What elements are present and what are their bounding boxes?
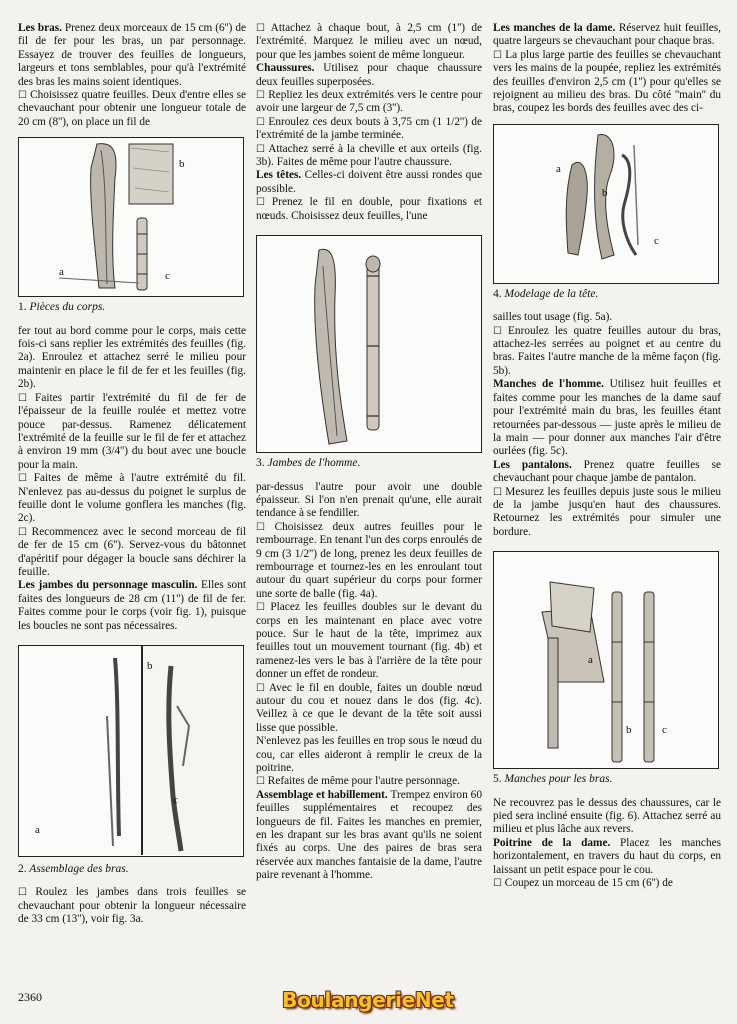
column-2 bbox=[256, 22, 482, 883]
section-heading: Assemblage et habillement. bbox=[256, 788, 388, 801]
paragraph: Les manches de la dame. Réservez huit feuilles, quatre largeurs se chevauchant pour chaque bras. bbox=[493, 22, 721, 48]
page-number: 2360 bbox=[18, 990, 42, 1004]
checkbox-bullet-icon: ☐ bbox=[256, 143, 265, 155]
paragraph: sailles tout usage (fig. 5a). bbox=[493, 311, 613, 324]
paragraph: ☐ La plus large partie des feuilles se chevauchant vers les mains de la poupée, repliez les extrémités des feuilles d'environ 2,5 cm (1'') pour qu'elles se rejoignent au milieu des bras. Du côté ''main'' du bras, coupez les bords des feuilles avec des ci- bbox=[493, 48, 722, 115]
checkbox-bullet-icon: ☐ bbox=[493, 878, 502, 889]
section-heading: Les jambes du personnage masculin. bbox=[18, 579, 198, 592]
figure-1-illustration bbox=[19, 138, 242, 295]
checkbox-bullet-icon: ☐ bbox=[256, 90, 265, 102]
paragraph: ☐ Refaites de même pour l'autre personnage. bbox=[256, 775, 460, 788]
figure-1-caption: 1. Pièces du corps. bbox=[18, 301, 106, 314]
paragraph: ☐ Faites de même à l'autre extrémité du fil. N'enlevez pas au-dessus du poignet le surplus de feuille dont le volume gonflera les manches (fig. 2c). bbox=[18, 472, 246, 525]
section-heading: Manches de l'homme. bbox=[493, 378, 604, 391]
figure-label-c: c bbox=[173, 794, 178, 806]
figure-5-photo bbox=[493, 551, 719, 769]
section-heading: Les têtes. bbox=[256, 169, 302, 182]
checkbox-bullet-icon: ☐ bbox=[493, 49, 502, 61]
column-3 bbox=[493, 22, 721, 890]
paragraph: par-dessus l'autre pour avoir une double épaisseur. Si l'on n'en prenait qu'une, elle aurait tendance à se fendiller. bbox=[256, 480, 482, 520]
paragraph: ☐ Attachez à chaque bout, à 2,5 cm (1'') de l'extrémité. Marquez le milieu avec un nœud, pour que les jambes soient de même longueur. bbox=[256, 22, 482, 61]
paragraph: ☐ Roulez les jambes dans trois feuilles se chevauchant pour obtenir la longueur nécessaire de 33 cm (13''), voir fig. 3a. bbox=[18, 886, 246, 926]
figure-label-a: a bbox=[588, 654, 593, 667]
paragraph: ☐ Prenez le fil en double, pour fixations et nœuds. Choisissez deux feuilles, l'une bbox=[256, 196, 482, 222]
figure-1-photo bbox=[18, 137, 244, 297]
checkbox-bullet-icon: ☐ bbox=[256, 776, 265, 788]
figure-label-c: c bbox=[662, 724, 667, 737]
paragraph: ☐ Choisissez deux autres feuilles pour le rembourrage. En tenant l'un des corps enroulés de 9 cm (3 1/2'') de long, prenez les deux feuilles de rembourrage et tournez-les en les enroulant tout autour du quart supérieur du corps pour former une sorte de balle (fig. 4a). bbox=[256, 520, 482, 600]
paragraph: fer tout au bord comme pour le corps, mais cette fois-ci sans replier les extrémités des feuilles (fig. 2a). Enroulez et attachez serré le milieu pour maintenir en place le fil de fer et les feuilles (fig. 2b). bbox=[18, 324, 246, 391]
section-heading: Les pantalons. bbox=[493, 458, 572, 471]
paragraph: Chaussures. Utilisez pour chaque chaussure deux feuilles superposées. bbox=[256, 62, 482, 88]
section-heading: Les bras. bbox=[18, 22, 62, 34]
figure-2-illustration bbox=[19, 646, 242, 855]
figure-3-photo bbox=[256, 235, 482, 453]
checkbox-bullet-icon: ☐ bbox=[18, 887, 27, 899]
paragraph: N'enlevez pas les feuilles en trop sous le nœud du cou, car elles aideront à remplir le creux de la poitrine. bbox=[256, 735, 482, 775]
paragraph: Les têtes. Celles-ci doivent être aussi rondes que possible. bbox=[256, 169, 482, 195]
checkbox-bullet-icon: ☐ bbox=[18, 392, 27, 404]
checkbox-bullet-icon: ☐ bbox=[256, 521, 265, 533]
paragraph: Poitrine de la dame. Placez les manches horizontalement, en travers du haut du corps, en laissant un petit espace pour le cou. bbox=[493, 836, 721, 876]
paragraph: Ne recouvrez pas le dessus des chaussures, car le pied sera incliné ensuite (fig. 6). Attachez serré au milieu et plus lâche aux revers. bbox=[493, 796, 721, 836]
paragraph: ☐ Recommencez avec le second morceau de fil de fer de 15 cm (6''). Servez-vous du bâtonnet d'apéritif pour dégager la boucle sans déchirer la feuille. bbox=[18, 525, 246, 578]
paragraph: ☐ Choisissez quatre feuilles. Deux d'entre elles se chevauchant pour obtenir une longueur totale de 20 cm (8''), on place un fil de bbox=[18, 89, 247, 128]
section-heading: Chaussures. bbox=[256, 62, 315, 75]
checkbox-bullet-icon: ☐ bbox=[256, 23, 265, 34]
figure-2-photo bbox=[18, 645, 244, 857]
checkbox-bullet-icon: ☐ bbox=[256, 197, 265, 209]
checkbox-bullet-icon: ☐ bbox=[493, 325, 502, 337]
paragraph: ☐ Faites partir l'extrémité du fil de fer de l'épaisseur de la feuille roulée et mettez votre pouce par-dessus. Ramenez délicatement l'extrémité de la feuille sur le fil de fer et attachez à environ 19 mm (3/4'') du bout avec une boucle pour la main. bbox=[18, 391, 247, 471]
checkbox-bullet-icon: ☐ bbox=[256, 116, 265, 128]
figure-label-c: c bbox=[165, 270, 170, 283]
paragraph: ☐ Attachez serré à la cheville et aux orteils (fig. 3b). Faites de même pour l'autre chaussure. bbox=[256, 142, 482, 169]
checkbox-bullet-icon: ☐ bbox=[256, 602, 265, 614]
section-heading: Les manches de la dame. bbox=[493, 22, 616, 34]
paragraph: ☐ Avec le fil en double, faites un double nœud autour du cou et nouez dans le dos (fig. 4c). Veillez à ce que le devant de la tête soit aussi lisse que possible. bbox=[256, 681, 482, 734]
checkbox-bullet-icon: ☐ bbox=[18, 526, 27, 538]
paragraph: ☐ Mesurez les feuilles depuis juste sous le milieu de la jambe jusqu'en haut des chaussures. Retournez les extrémités pour simuler une bordure. bbox=[493, 485, 722, 538]
watermark-logo: BoulangerieNet bbox=[282, 988, 454, 1012]
paragraph: ☐ Coupez un morceau de 15 cm (6'') de bbox=[493, 877, 673, 889]
paragraph: Les bras. Prenez deux morceaux de 15 cm (6'') de fil de fer pour les bras, un par personnage. Essayez de trouver des feuilles de longueurs, largeurs et tons semblables, pour qu'à l'extrémité des bras les mains soient identiques. bbox=[18, 22, 246, 88]
figure-4-illustration bbox=[494, 125, 717, 282]
figure-label-a: a bbox=[35, 824, 40, 836]
paragraph: Les pantalons. Prenez quatre feuilles se chevauchant pour chaque jambe de pantalon. bbox=[493, 458, 721, 485]
figure-5-caption: 5. Manches pour les bras. bbox=[493, 773, 613, 786]
figure-label-c: c bbox=[654, 234, 659, 247]
checkbox-bullet-icon: ☐ bbox=[18, 473, 27, 485]
figure-label-a: a bbox=[59, 266, 64, 279]
section-heading: Poitrine de la dame. bbox=[493, 836, 611, 849]
paragraph: ☐ Repliez les deux extrémités vers le centre pour avoir une largeur de 7,5 cm (3''). bbox=[256, 89, 482, 115]
checkbox-bullet-icon: ☐ bbox=[256, 682, 265, 694]
figure-5-illustration bbox=[494, 552, 717, 767]
paragraph: Assemblage et habillement. Trempez environ 60 feuilles supplémentaires et recoupez des longueurs de fil. Faites les manches en premier, en les drapant sur les bras avant qu'ils ne soient fixés au corps. Une des paires de bras sera réservée aux manches fantaisie de la dame, l'autre paire revenant à l'homme. bbox=[256, 788, 482, 882]
figure-label-b: b bbox=[179, 158, 185, 171]
figure-label-b: b bbox=[626, 724, 632, 737]
checkbox-bullet-icon: ☐ bbox=[493, 486, 502, 498]
figure-label-b: b bbox=[602, 186, 608, 199]
column-1 bbox=[18, 22, 246, 927]
figure-3-illustration bbox=[257, 236, 480, 451]
figure-label-b: b bbox=[147, 660, 153, 672]
figure-3-caption: 3. Jambes de l'homme. bbox=[256, 457, 361, 470]
figure-2-caption: 2. Assemblage des bras. bbox=[18, 863, 129, 875]
paragraph: Manches de l'homme. Utilisez huit feuilles et faites comme pour les manches de la dame sauf pour l'extrémité main du bras, les feuilles étant retournées par-dessous — juste après le milieu de la main — pour donner aux manches l'air d'être ourlées (fig. 5c). bbox=[493, 378, 721, 458]
paragraph: Les jambes du personnage masculin. Elles sont faites des longueurs de 28 cm (11'') de fil de fer. Faites comme pour le corps (voir fig. 1), puisque les boucles ne sont pas nécessaires. bbox=[18, 579, 246, 632]
paragraph: ☐ Enroulez les quatre feuilles autour du bras, attachez-les serrées au poignet et au centre du bras. Faites l'autre manche de la même façon (fig. 5b). bbox=[493, 324, 721, 377]
paragraph: ☐ Placez les feuilles doubles sur le devant du corps en les maintenant en place avec votre pouce. Sur le haut de la tête, imprimez aux feuilles tout un mouvement tournant (fig. 4b) et ramenez-les vers le bas à l'arrière de la tête pour donner un effet de rondeur. bbox=[256, 601, 482, 681]
figure-label-a: a bbox=[556, 162, 561, 175]
checkbox-bullet-icon: ☐ bbox=[18, 90, 27, 102]
figure-4-caption: 4. Modelage de la tête. bbox=[493, 287, 599, 300]
paragraph: ☐ Enroulez ces deux bouts à 3,75 cm (1 1/2'') de l'extrémité de la jambe terminée. bbox=[256, 115, 483, 142]
figure-4-photo bbox=[493, 124, 719, 284]
